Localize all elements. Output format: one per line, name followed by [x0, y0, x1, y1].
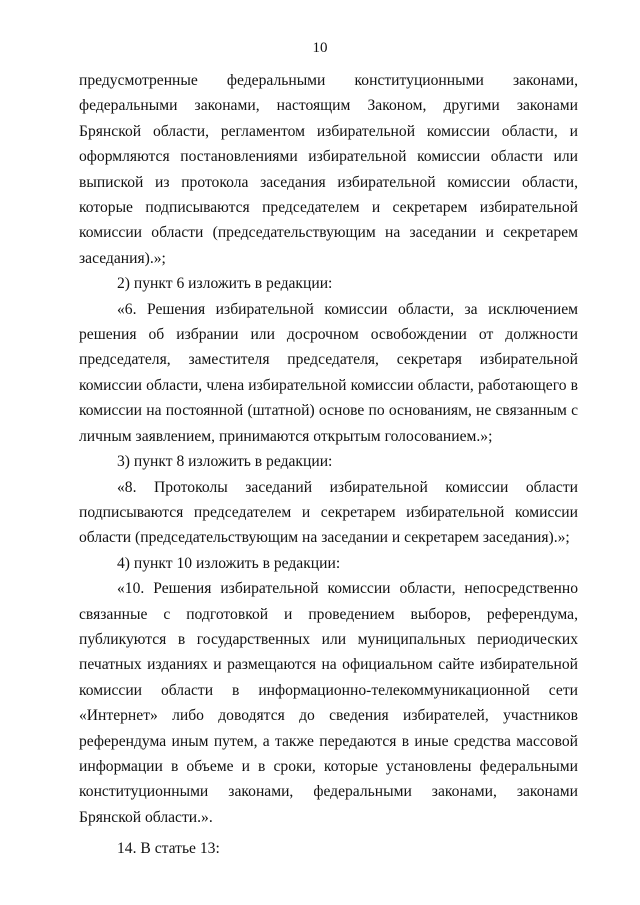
paragraph-continuation: предусмотренные федеральными конституционными законами, федеральными законами, настоящим Законом, другими законами Брянской области, регламентом избирательной комиссии области, и оформляются постановлениями избирательной комиссии области или выпиской из протокола заседания избирательной комиссии области, которые подписываются председателем и секретарем избирательной комиссии области (председательствующим на заседании и секретарем заседания).»;: [79, 72, 578, 267]
document-body: [79, 68, 578, 862]
paragraph-item-4: 4) пункт 10 изложить в редакции:: [117, 554, 341, 572]
page-number: 10: [312, 40, 328, 56]
paragraph-clause-10: «10. Решения избирательной комиссии области, непосредственно связанные с подготовкой и проведением выборов, референдума, публикуются в государственных или муниципальных периодических печатных изданиях и размещаются на официальном сайте избирательной комиссии области в информационно-телекоммуникационной сети «Интернет» либо доводятся до сведения избирателей, участников референдума иным путем, а также передаются в иные средства массовой информации в объеме и в сроки, которые установлены федеральными конституционными законами, федеральными законами, законами Брянской области.».: [79, 580, 578, 826]
paragraph-clause-6: «6. Решения избирательной комиссии области, за исключением решения об избрании или досрочном освобождении от должности председателя, заместителя председателя, секретаря избирательной комиссии области, члена избирательной комиссии области, работающего в комиссии на постоянной (штатной) основе по основаниям, не связанным с личным заявлением, принимаются открытым голосованием.»;: [79, 300, 578, 445]
paragraph-item-3: 3) пункт 8 изложить в редакции:: [117, 453, 333, 471]
paragraph-clause-8: «8. Протоколы заседаний избирательной комиссии области подписываются председателем и секретарем избирательной комиссии области (председательствующим на заседании и секретарем заседания).»;: [79, 478, 578, 547]
paragraph-item-2: 2) пункт 6 изложить в редакции:: [117, 275, 333, 293]
paragraph-article-13: 14. В статье 13:: [117, 840, 220, 858]
